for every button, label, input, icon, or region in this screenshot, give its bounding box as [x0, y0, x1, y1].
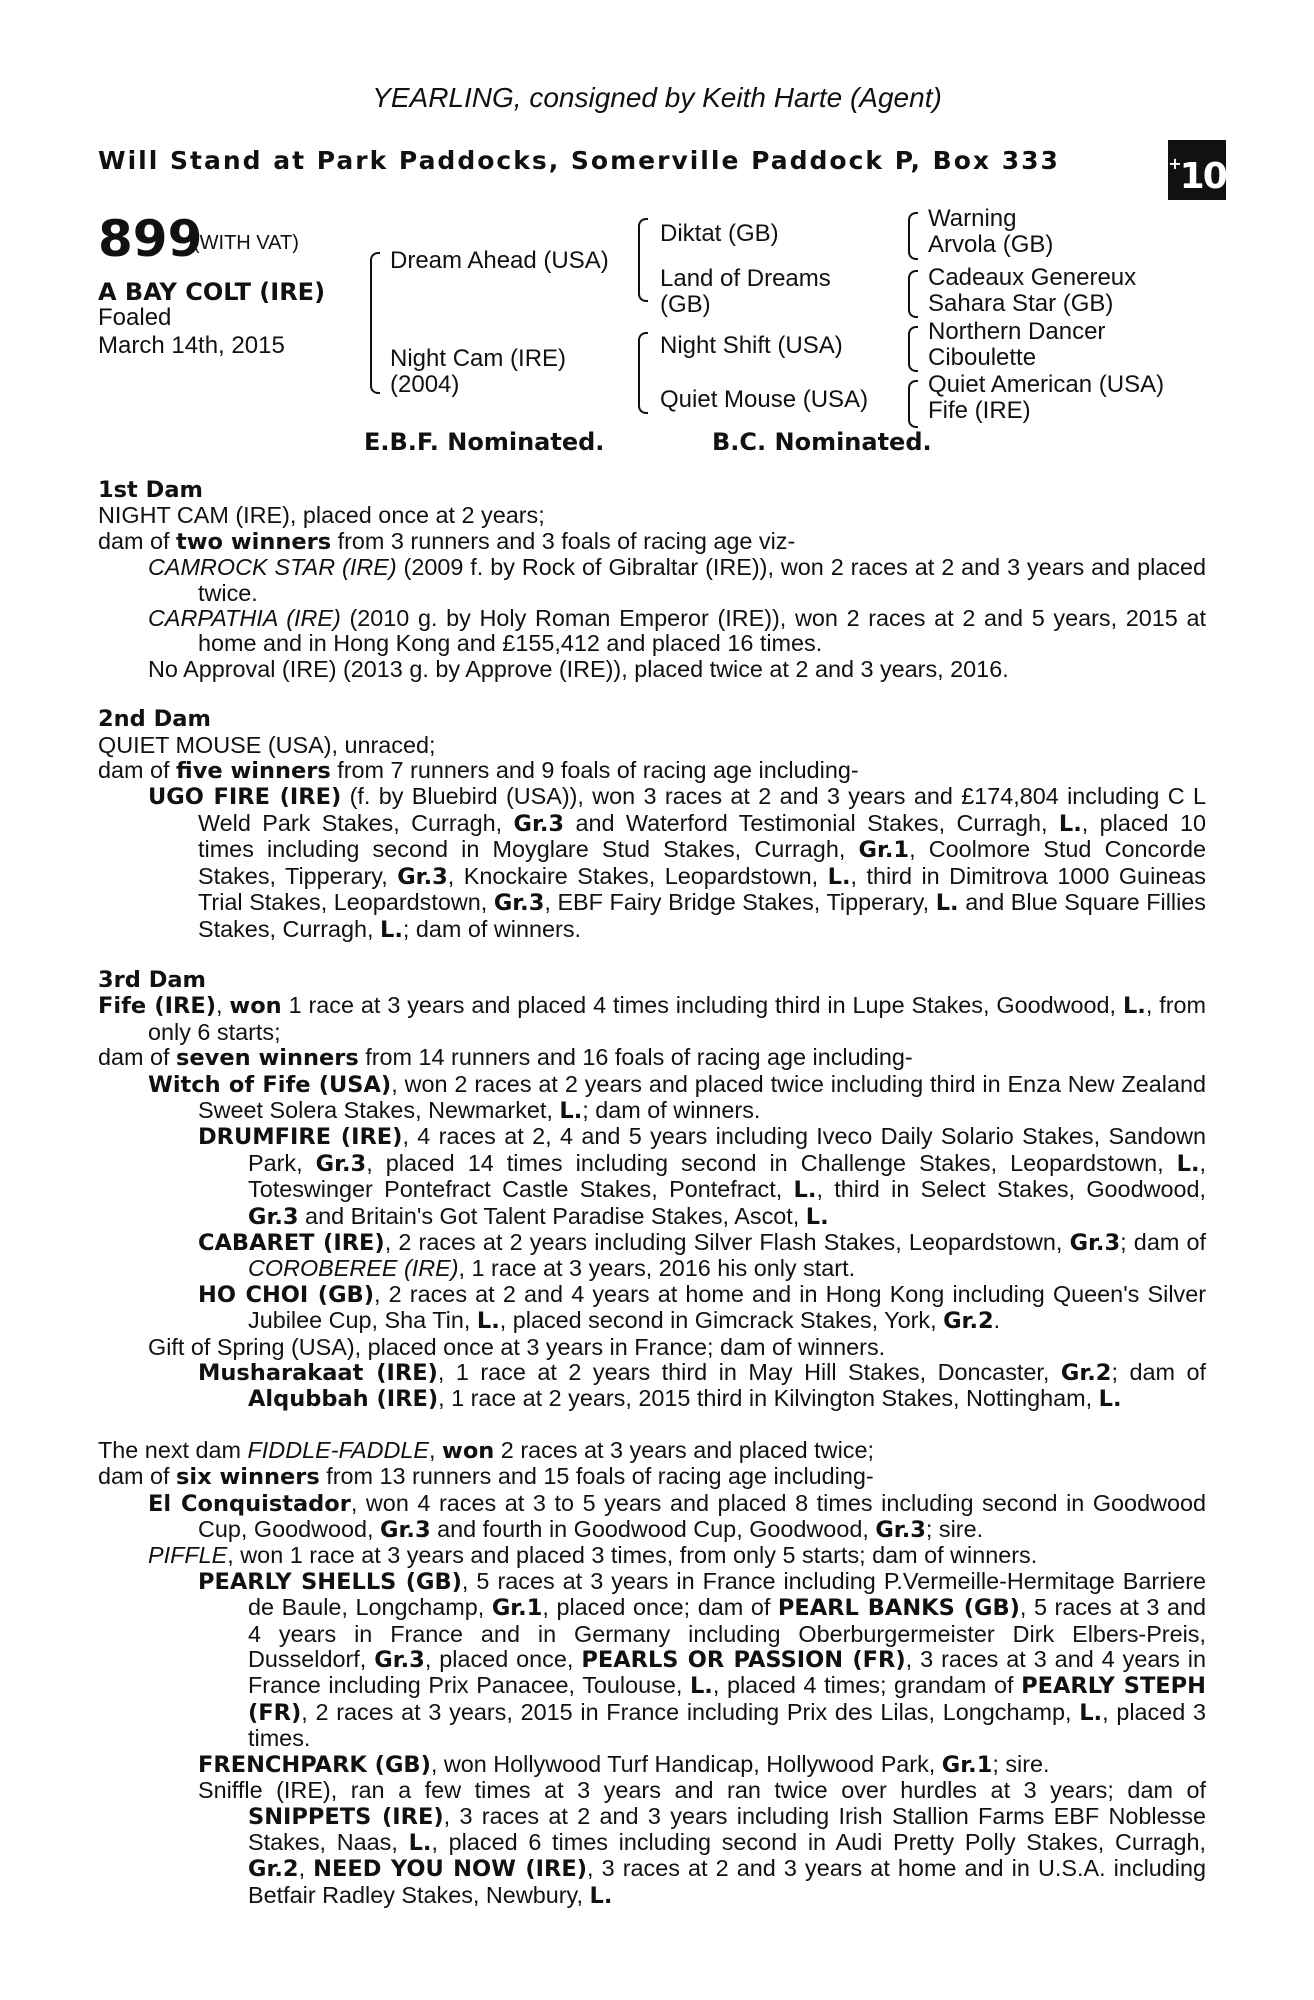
grade: Gr.3	[513, 810, 565, 837]
text: ; sire.	[992, 1750, 1050, 1777]
brace-g3	[908, 326, 918, 372]
horse-name: HO CHOI (GB)	[198, 1281, 374, 1308]
text: , 2 races at 2 years including Silver Flash Stakes, Leopardstown,	[384, 1228, 1070, 1255]
text: The next dam	[98, 1436, 248, 1463]
horse-name: PEARL BANKS (GB)	[777, 1595, 1020, 1622]
text: , Coolmore Stud Concorde Stakes, Tipperary,	[198, 836, 1206, 889]
text: ; dam of winners.	[402, 915, 582, 942]
vat-note: (WITH VAT)	[193, 232, 299, 254]
text: from 7 runners and 9 foals of racing age including-	[330, 757, 859, 784]
progeny-entry	[98, 1491, 1206, 1544]
pedigree-gg2: Arvola (GB)	[928, 231, 1054, 258]
progeny-entry	[98, 1360, 1206, 1413]
grade: L.	[1058, 810, 1082, 837]
third-dam-winners	[98, 1045, 1206, 1071]
won-label: won	[229, 993, 282, 1020]
text: , won 4 races at 3 to 5 years and placed 8 times including second in Goodwood Cup, Goodwood,	[198, 1489, 1206, 1543]
text: , placed 3 times.	[248, 1698, 1207, 1752]
grade: Gr.2	[1060, 1360, 1112, 1386]
grade: L.	[805, 1203, 829, 1230]
text: , placed 14 times including second in Challenge Stakes, Leopardstown,	[366, 1149, 1177, 1176]
progeny-entry	[98, 606, 1206, 657]
grade: L.	[827, 863, 851, 890]
text: ,	[429, 1436, 443, 1463]
grade: L.	[380, 916, 403, 943]
pedigree-gg4: Sahara Star (GB)	[928, 290, 1114, 317]
badge-number: 10	[1179, 156, 1226, 197]
horse-name: Witch of Fife (USA)	[148, 1071, 392, 1098]
progeny-entry	[98, 1752, 1206, 1778]
text: , placed 10 times including second in Moyglare Stud Stakes, Curragh,	[198, 809, 1206, 863]
lot-description: A BAY COLT (IRE)	[98, 278, 326, 306]
badge-plus: +	[1168, 154, 1180, 173]
grade: L.	[689, 1673, 713, 1700]
horse-name: Musharakaat (IRE)	[198, 1360, 438, 1386]
pedigree-sire: Dream Ahead (USA)	[390, 247, 609, 274]
lot-number: 899	[98, 210, 203, 268]
grade: L.	[1098, 1386, 1122, 1413]
text: , 3 races at 2 and 3 years including Irish Stallion Farms EBF Noblesse Stakes, Naas,	[248, 1802, 1206, 1855]
foaled-label: Foaled	[98, 304, 172, 331]
pedigree-gg3: Cadeaux Genereux	[928, 264, 1137, 291]
text: ; dam of	[1111, 1359, 1206, 1385]
horse-name: DRUMFIRE (IRE)	[198, 1124, 403, 1151]
text: , 4 races at 2, 4 and 5 years including Iveco Daily Solario Stakes, Sandown Park,	[248, 1123, 1206, 1176]
grade: L.	[1079, 1699, 1103, 1726]
text: ; dam of	[1120, 1228, 1206, 1255]
text: (f. by Bluebird (USA)), won 3 races at 2 and 3 years and £174,804 including C L Weld Park Stakes, Curragh,	[198, 783, 1206, 836]
text: and fourth in Goodwood Cup, Goodwood,	[430, 1516, 876, 1543]
text: , from only 6 starts;	[148, 992, 1207, 1045]
pedigree-dam-dam: Quiet Mouse (USA)	[660, 386, 869, 413]
grade: L.	[1122, 993, 1146, 1020]
grade: Gr.3	[380, 1517, 431, 1544]
pedigree-sire-sire: Diktat (GB)	[660, 220, 779, 247]
text: , EBF Fairy Bridge Stakes, Tipperary,	[544, 889, 936, 916]
progeny-entry	[98, 1124, 1206, 1230]
horse-name: COROBEREE (IRE)	[248, 1255, 459, 1282]
pedigree-gg5: Northern Dancer	[928, 318, 1106, 345]
catalogue-body	[98, 478, 1206, 1909]
text: and Britain's Got Talent Paradise Stakes, Ascot,	[298, 1202, 806, 1229]
text: Sniffle (IRE), ran a few times at 3 years and ran twice over hurdles at 3 years; dam of	[198, 1777, 1206, 1804]
grade: L.	[935, 890, 959, 917]
spacer	[98, 943, 1206, 968]
grade: Gr.3	[493, 890, 545, 917]
horse-name: FRENCHPARK (GB)	[198, 1751, 431, 1778]
text: , won 2 races at 2 years and placed twice including third in Enza New Zealand Sweet Solera Stakes, Newmarket,	[198, 1070, 1206, 1123]
second-dam-winners	[98, 758, 1206, 784]
text: , 5 races at 3 and 4 years in France and in Germany including Oberburgermeister Dirk Elbers-Preis, Dusseldorf,	[248, 1594, 1207, 1673]
pedigree-dam-sire: Night Shift (USA)	[660, 332, 843, 359]
text: 2 races at 3 years and placed twice;	[494, 1436, 874, 1463]
horse-name: UGO FIRE (IRE)	[148, 784, 342, 811]
pedigree-sire-dam	[660, 266, 831, 318]
text: , 5 races at 3 years in France including P.Vermeille-Hermitage Barriere de Baule, Longchamp,	[248, 1567, 1207, 1621]
brace-dam	[638, 332, 648, 414]
text: from 3 runners and 3 foals of racing age viz-	[331, 527, 796, 554]
first-dam-winners	[98, 529, 1206, 555]
text: , Knockaire Stakes, Leopardstown,	[447, 862, 828, 889]
text: dam of	[98, 1044, 177, 1071]
text: ,	[216, 992, 230, 1019]
grade: L.	[589, 1882, 613, 1909]
text: and Blue Square Fillies Stakes, Curragh,	[198, 889, 1206, 942]
text: , Toteswinger Pontefract Castle Stakes, Pontefract,	[248, 1149, 1206, 1203]
text: , won 1 race at 3 years and placed 3 times, from only 5 starts; dam of winners.	[227, 1542, 1038, 1569]
text: , placed once,	[424, 1646, 582, 1673]
grade: Gr.1	[858, 837, 910, 864]
grade: L.	[476, 1308, 500, 1335]
grade: Gr.2	[248, 1856, 299, 1883]
pedigree-dam-year: (2004)	[390, 371, 460, 398]
progeny-entry	[98, 784, 1206, 942]
brace-sire	[638, 218, 648, 302]
horse-name: CABARET (IRE)	[198, 1229, 385, 1256]
brace-g4	[908, 380, 918, 428]
next-dam-winners	[98, 1464, 1206, 1490]
text: , 2 races at 2 and 4 years at home and in Hong Kong including Queen's Silver Jubilee Cup, Sha Tin,	[248, 1280, 1207, 1334]
third-dam-line	[98, 993, 1206, 1045]
first-dam-line: NIGHT CAM (IRE), placed once at 2 years;	[98, 502, 545, 529]
text: , placed 6 times including second in Audi Pretty Polly Stakes, Curragh,	[431, 1828, 1207, 1855]
horse-name: Fife (IRE)	[98, 993, 217, 1020]
text: dam of	[98, 757, 177, 784]
text: (2010 g. by Holy Roman Emperor (IRE)), won 2 races at 2 and 5 years, 2015 at home and in Hong Kong and £155,412 and placed 16 times.	[198, 605, 1206, 657]
progeny-entry	[98, 1778, 1206, 1909]
foaled-date: March 14th, 2015	[98, 332, 285, 359]
pedigree-gg1: Warning	[928, 205, 1017, 232]
grade: Gr.2	[943, 1308, 994, 1335]
progeny-entry	[98, 1230, 1206, 1282]
winners-count: six winners	[176, 1464, 320, 1491]
page-title: YEARLING, consigned by Keith Harte (Agent)	[372, 82, 942, 113]
text: , 1 race at 3 years, 2016 his only start.	[458, 1255, 856, 1282]
text: and Waterford Testimonial Stakes, Curragh,	[564, 809, 1059, 836]
text: dam of	[98, 527, 177, 554]
grade: Gr.3	[397, 863, 448, 890]
progeny-entry: Gift of Spring (USA), placed once at 3 years in France; dam of winners.	[148, 1333, 886, 1360]
text: , placed second in Gimcrack Stakes, York,	[499, 1307, 944, 1334]
grade: Gr.3	[374, 1647, 425, 1674]
pedigree-sire-dam-name: Land of Dreams	[660, 265, 831, 292]
grade: Gr.3	[875, 1517, 926, 1544]
text: , 1 race at 2 years, 2015 third in Kilvington Stakes, Nottingham,	[438, 1385, 1099, 1412]
text: , third in Select Stakes, Goodwood,	[816, 1176, 1206, 1203]
text: from 13 runners and 15 foals of racing age including-	[319, 1463, 874, 1490]
winners-count: seven winners	[176, 1045, 359, 1072]
progeny-entry: No Approval (IRE) (2013 g. by Approve (IRE)), placed twice at 2 and 3 years, 2016.	[148, 655, 1009, 682]
text: from 14 runners and 16 foals of racing age including-	[358, 1044, 913, 1071]
grade: Gr.1	[941, 1751, 993, 1778]
spacer	[98, 682, 1206, 707]
brace-g1	[908, 212, 918, 260]
text: , placed 4 times; grandam of	[712, 1672, 1022, 1699]
bc-nominated: B.C. Nominated.	[712, 428, 932, 456]
grade: Gr.1	[491, 1595, 543, 1622]
foaled-info	[98, 304, 285, 360]
text: dam of	[98, 1463, 177, 1490]
won-label: won	[442, 1437, 495, 1464]
progeny-entry	[98, 555, 1206, 606]
text: , 2 races at 3 years, 2015 in France including Prix des Lilas, Longchamp,	[301, 1698, 1080, 1725]
pedigree-sire-dam-country: (GB)	[660, 291, 711, 318]
progeny-entry	[98, 1569, 1206, 1752]
pedigree-gg7: Quiet American (USA)	[928, 371, 1165, 398]
progeny-entry	[98, 1543, 1206, 1568]
winners-count: five winners	[176, 758, 331, 785]
horse-name: SNIPPETS (IRE)	[248, 1803, 444, 1830]
text: , placed once; dam of	[542, 1594, 778, 1621]
ebf-nominated: E.B.F. Nominated.	[364, 428, 605, 456]
pedigree-dam	[390, 346, 566, 398]
brace-g2	[908, 270, 918, 318]
horse-name: CARPATHIA (IRE)	[148, 605, 341, 632]
next-dam-line	[98, 1438, 1206, 1464]
winners-count: two winners	[176, 528, 332, 555]
grade: Gr.3	[1069, 1229, 1121, 1256]
pedigree-gg8: Fife (IRE)	[928, 397, 1031, 424]
third-dam-heading: 3rd Dam	[98, 966, 206, 993]
text: , 3 races at 2 and 3 years at home and in U.S.A. including Betfair Radley Stakes, Newbury,	[248, 1855, 1206, 1908]
pedigree-gg6: Ciboulette	[928, 344, 1037, 371]
pedigree-dam-name: Night Cam (IRE)	[390, 345, 567, 372]
spacer	[98, 1413, 1206, 1438]
horse-name: PIFFLE	[148, 1542, 228, 1569]
text: ; dam of winners.	[582, 1096, 761, 1123]
horse-name: PEARLS OR PASSION (FR)	[581, 1647, 906, 1674]
grade: L.	[793, 1177, 817, 1204]
horse-name: CAMROCK STAR (IRE)	[148, 554, 397, 581]
text: , 1 race at 2 years third in May Hill Stakes, Doncaster,	[437, 1359, 1061, 1385]
text: (2009 f. by Rock of Gibraltar (IRE)), won 2 races at 2 and 3 years and placed twice.	[198, 554, 1206, 606]
horse-name: NEED YOU NOW (IRE)	[313, 1856, 588, 1883]
progeny-entry	[98, 1282, 1206, 1335]
second-dam-line: QUIET MOUSE (USA), unraced;	[98, 731, 436, 758]
text: ,	[298, 1855, 314, 1882]
text: 1 race at 3 years and placed 4 times including third in Lupe Stakes, Goodwood,	[281, 992, 1123, 1019]
grade: Gr.3	[248, 1203, 299, 1230]
text: , third in Dimitrova 1000 Guineas Trial Stakes, Leopardstown,	[198, 862, 1206, 916]
lot-badge	[1168, 140, 1226, 200]
text: ; sire.	[925, 1516, 984, 1543]
horse-name: El Conquistador	[148, 1490, 351, 1517]
horse-name: PEARLY SHELLS (GB)	[198, 1568, 462, 1595]
text: , 3 races at 3 and 4 years in France including Prix Panacee, Toulouse,	[248, 1646, 1206, 1699]
brace-sire-dam	[370, 252, 380, 394]
stand-location: Will Stand at Park Paddocks, Somerville Paddock P, Box 333	[98, 146, 1060, 175]
text: , won Hollywood Turf Handicap, Hollywood Park,	[430, 1750, 942, 1777]
horse-name: Alqubbah (IRE)	[248, 1386, 439, 1413]
progeny-entry	[98, 1072, 1206, 1125]
first-dam-heading: 1st Dam	[98, 477, 203, 503]
horse-name: PEARLY STEPH (FR)	[248, 1673, 1206, 1726]
grade: Gr.3	[315, 1150, 367, 1177]
grade: L.	[1176, 1150, 1200, 1177]
horse-name: FIDDLE-FADDLE	[247, 1436, 430, 1463]
second-dam-heading: 2nd Dam	[98, 706, 211, 733]
grade: L.	[559, 1097, 583, 1124]
grade: L.	[408, 1829, 432, 1856]
text: .	[993, 1307, 1001, 1334]
